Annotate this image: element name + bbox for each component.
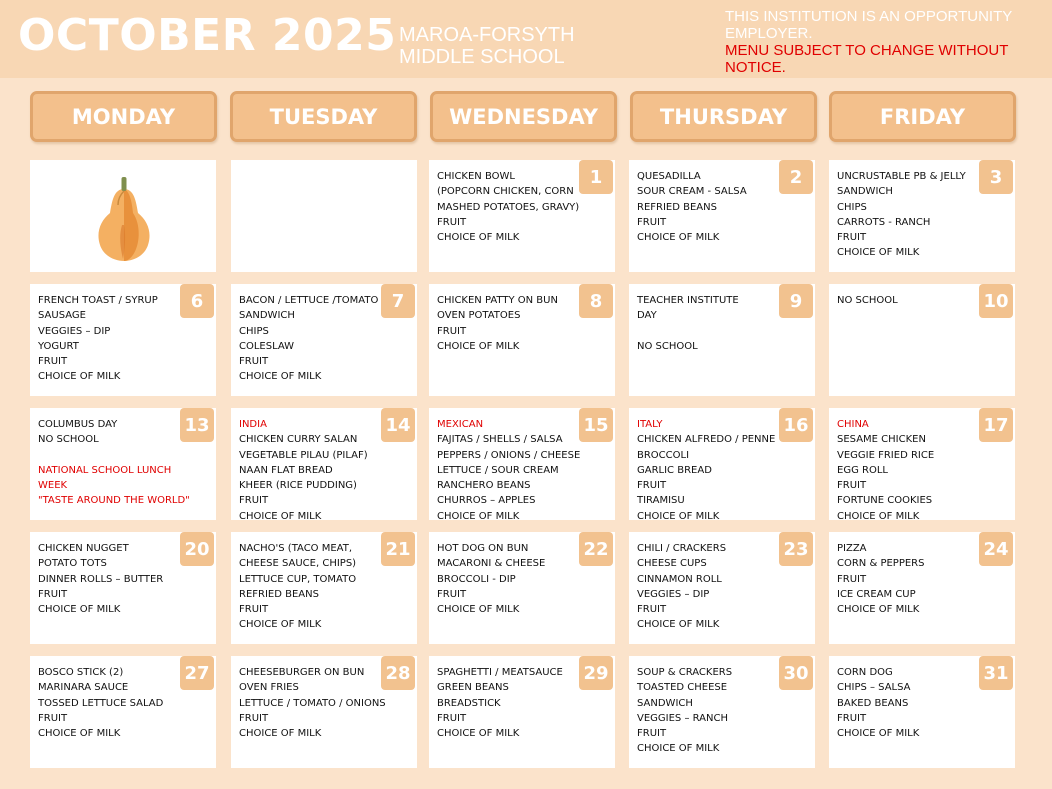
menu-item: EGG ROLL (837, 464, 888, 476)
date-number: 8 (579, 284, 613, 318)
menu-item: NO SCHOOL (637, 340, 698, 352)
menu-item: BROCCOLI - DIP (437, 573, 516, 585)
date-number: 13 (180, 408, 214, 442)
notice-employer: THIS INSTITUTION IS AN OPPORTUNITY EMPLOYER. (725, 8, 1012, 42)
calendar-day-cell (629, 160, 815, 272)
event-note: "TASTE AROUND THE WORLD" (38, 495, 190, 507)
date-number: 3 (979, 160, 1013, 194)
menu-item: FRUIT (38, 356, 68, 368)
menu-item: CHEESEBURGER ON BUN (239, 667, 365, 678)
calendar-day-cell (829, 284, 1015, 396)
menu-item: SANDWICH (837, 186, 893, 198)
menu-item: TOASTED CHEESE (637, 682, 728, 694)
menu-item: PEPPERS / ONIONS / CHEESE (437, 449, 581, 461)
theme-label: ITALY (637, 419, 663, 430)
menu-item: TEACHER INSTITUTE (637, 295, 739, 306)
menu-item: BOSCO STICK (2) (38, 667, 124, 678)
month-title: OCTOBER 2025 (18, 10, 397, 61)
calendar-day-cell (429, 532, 615, 644)
date-number: 30 (779, 656, 813, 690)
menu-item: TOSSED LETTUCE SALAD (38, 697, 164, 709)
school-name (399, 24, 575, 68)
menu-item: MASHED POTATOES, GRAVY) (437, 201, 580, 213)
menu-item: FAJITAS / SHELLS / SALSA (437, 434, 563, 446)
menu-item: MARINARA SAUCE (38, 682, 129, 694)
calendar-day-cell (829, 532, 1015, 644)
day-header-friday: FRIDAY (829, 91, 1016, 142)
menu-item: CHIPS (837, 201, 867, 213)
notice (725, 8, 1045, 76)
date-number: 1 (579, 160, 613, 194)
menu-item: CHOICE OF MILK (239, 371, 322, 383)
day-header-thursday: THURSDAY (630, 91, 817, 142)
day-header-tuesday: TUESDAY (230, 91, 417, 142)
menu-item: CHOICE OF MILK (837, 247, 920, 259)
menu-item: CHOICE OF MILK (239, 510, 322, 522)
menu-item: CHOICE OF MILK (239, 728, 322, 740)
menu-item: NO SCHOOL (38, 434, 99, 446)
menu-item: BROCCOLI (637, 449, 690, 461)
date-number: 2 (779, 160, 813, 194)
menu-item: CHICKEN BOWL (437, 171, 515, 182)
menu-item: VEGGIES – DIP (38, 325, 111, 337)
menu-item: FRUIT (837, 480, 867, 492)
menu-item: CHIPS – SALSA (837, 682, 911, 694)
menu-item: MACARONI & CHEESE (437, 558, 546, 570)
date-number: 10 (979, 284, 1013, 318)
menu-item: KHEER (RICE PUDDING) (239, 480, 357, 492)
menu-item: CHOICE OF MILK (437, 604, 520, 616)
menu-item: VEGGIES – RANCH (637, 712, 728, 724)
menu-item: FRUIT (837, 232, 867, 244)
date-number: 14 (381, 408, 415, 442)
menu-item: CORN DOG (837, 667, 893, 678)
date-number: 31 (979, 656, 1013, 690)
menu-item: FRUIT (38, 588, 68, 600)
menu-item: LETTUCE / TOMATO / ONIONS (239, 697, 386, 709)
menu-item: COLUMBUS DAY (38, 419, 118, 430)
menu-item: FRUIT (38, 712, 68, 724)
menu-item: CHURROS – APPLES (437, 495, 536, 507)
menu-item: BREADSTICK (437, 697, 501, 709)
menu-item: FRUIT (637, 604, 667, 616)
calendar-day-cell (231, 656, 417, 768)
date-number: 6 (180, 284, 214, 318)
menu-item: FRUIT (239, 356, 269, 368)
menu-item: CHICKEN PATTY ON BUN (437, 295, 558, 306)
menu-item: REFRIED BEANS (637, 201, 717, 213)
date-number: 27 (180, 656, 214, 690)
menu-item: GARLIC BREAD (637, 464, 712, 476)
menu-item: CHOICE OF MILK (837, 604, 920, 616)
calendar-day-cell (30, 532, 216, 644)
calendar-day-cell (30, 408, 216, 520)
menu-item: SESAME CHICKEN (837, 434, 926, 446)
menu-item: CHOICE OF MILK (437, 728, 520, 740)
school-name-line2: MIDDLE SCHOOL (399, 46, 565, 68)
date-number: 15 (579, 408, 613, 442)
notice-menu-change: MENU SUBJECT TO CHANGE WITHOUT NOTICE. (725, 42, 1009, 76)
menu-item: VEGGIES – DIP (637, 588, 710, 600)
menu-item: RANCHERO BEANS (437, 480, 531, 492)
menu-item: DAY (637, 310, 657, 322)
date-number: 28 (381, 656, 415, 690)
event-note: WEEK (38, 480, 68, 492)
menu-item: CHEESE SAUCE, CHIPS) (239, 558, 357, 570)
menu-item: ICE CREAM CUP (837, 588, 916, 600)
calendar-day-cell (429, 160, 615, 272)
calendar-day-cell (429, 284, 615, 396)
menu-item: VEGETABLE PILAU (PILAF) (239, 449, 368, 461)
menu-item: CHILI / CRACKERS (637, 543, 727, 554)
calendar-day-cell (231, 532, 417, 644)
date-number: 16 (779, 408, 813, 442)
menu-item: OVEN FRIES (239, 682, 299, 694)
date-number: 23 (779, 532, 813, 566)
menu-item: CHIPS (239, 325, 269, 337)
date-number: 7 (381, 284, 415, 318)
menu-item: FORTUNE COOKIES (837, 495, 933, 507)
menu-item (38, 448, 212, 463)
menu-item: FRUIT (239, 712, 269, 724)
date-number: 29 (579, 656, 613, 690)
menu-item: TIRAMISU (637, 495, 685, 507)
menu-item: BAKED BEANS (837, 697, 909, 709)
menu-item: CINNAMON ROLL (637, 573, 722, 585)
calendar-day-cell (829, 160, 1015, 272)
pumpkin-icon (92, 175, 156, 266)
menu-item: FRUIT (437, 588, 467, 600)
date-number: 24 (979, 532, 1013, 566)
menu-item: LETTUCE CUP, TOMATO (239, 573, 357, 585)
menu-item: COLESLAW (239, 340, 295, 352)
menu-item: YOGURT (38, 340, 79, 352)
calendar-day-cell (231, 160, 417, 272)
calendar-day-cell (629, 284, 815, 396)
menu-item: CHOICE OF MILK (637, 510, 720, 522)
calendar-day-cell (829, 656, 1015, 768)
menu-item: CHOICE OF MILK (437, 510, 520, 522)
theme-label: INDIA (239, 419, 267, 430)
calendar-day-cell (231, 408, 417, 520)
menu-item: FRUIT (637, 480, 667, 492)
day-header-monday: MONDAY (30, 91, 217, 142)
header-band (0, 0, 1052, 78)
menu-item: HOT DOG ON BUN (437, 543, 529, 554)
menu-item: CORN & PEPPERS (837, 558, 925, 570)
calendar-day-cell (30, 656, 216, 768)
menu-item: NO SCHOOL (837, 295, 898, 306)
menu-item: CHOICE OF MILK (637, 743, 720, 755)
date-number: 22 (579, 532, 613, 566)
calendar-day-cell (829, 408, 1015, 520)
menu-item: POTATO TOTS (38, 558, 107, 570)
menu-item: SAUSAGE (38, 310, 86, 322)
menu-item: FRUIT (637, 728, 667, 740)
menu-item: CHOICE OF MILK (437, 232, 520, 244)
menu-item: SANDWICH (239, 310, 295, 322)
menu-item: FRUIT (637, 216, 667, 228)
menu-item: GREEN BEANS (437, 682, 509, 694)
menu-item: CHOICE OF MILK (38, 371, 121, 383)
menu-item: FRUIT (437, 216, 467, 228)
calendar-day-cell (429, 408, 615, 520)
menu-item: SANDWICH (637, 697, 693, 709)
day-header-wednesday: WEDNESDAY (430, 91, 617, 142)
menu-item: QUESADILLA (637, 171, 701, 182)
menu-item: FRUIT (239, 495, 269, 507)
menu-item: VEGGIE FRIED RICE (837, 449, 935, 461)
calendar-day-cell (629, 408, 815, 520)
menu-item: SOUR CREAM - SALSA (637, 186, 747, 198)
calendar-day-cell (429, 656, 615, 768)
menu-item: NAAN FLAT BREAD (239, 464, 333, 476)
menu-item: CHICKEN CURRY SALAN (239, 434, 358, 446)
menu-item: CHOICE OF MILK (637, 232, 720, 244)
menu-item: SPAGHETTI / MEATSAUCE (437, 667, 563, 678)
menu-item: CHOICE OF MILK (837, 510, 920, 522)
menu-item: LETTUCE / SOUR CREAM (437, 464, 559, 476)
menu-item: CARROTS - RANCH (837, 216, 931, 228)
calendar-day-cell (629, 656, 815, 768)
menu-item: NACHO'S (TACO MEAT, (239, 543, 353, 554)
menu-item: SOUP & CRACKERS (637, 667, 733, 678)
menu-item: CHOICE OF MILK (837, 728, 920, 740)
menu-item: CHOICE OF MILK (38, 728, 121, 740)
date-number: 9 (779, 284, 813, 318)
menu-item: PIZZA (837, 543, 867, 554)
menu-item (637, 324, 811, 339)
menu-item: FRUIT (837, 712, 867, 724)
school-name-line1: MAROA-FORSYTH (399, 24, 575, 46)
menu-item: UNCRUSTABLE PB & JELLY (837, 171, 966, 182)
theme-label: CHINA (837, 419, 869, 430)
menu-item: FRENCH TOAST / SYRUP (38, 295, 158, 306)
menu-item: FRUIT (437, 325, 467, 337)
menu-item: DINNER ROLLS – BUTTER (38, 573, 164, 585)
menu-item: CHOICE OF MILK (239, 619, 322, 631)
theme-label: MEXICAN (437, 419, 484, 430)
menu-item: FRUIT (239, 604, 269, 616)
menu-item: BACON / LETTUCE /TOMATO (239, 295, 379, 306)
menu-item: FRUIT (837, 573, 867, 585)
calendar-day-cell (231, 284, 417, 396)
menu-item: CHICKEN ALFREDO / PENNE (637, 434, 776, 446)
date-number: 20 (180, 532, 214, 566)
menu-item: FRUIT (437, 712, 467, 724)
event-note: NATIONAL SCHOOL LUNCH (38, 464, 172, 476)
calendar-day-cell (30, 160, 216, 272)
menu-item: CHOICE OF MILK (637, 619, 720, 631)
calendar-day-cell (30, 284, 216, 396)
menu-item: OVEN POTATOES (437, 310, 521, 322)
menu-item: CHOICE OF MILK (437, 340, 520, 352)
menu-item: CHEESE CUPS (637, 558, 707, 570)
date-number: 21 (381, 532, 415, 566)
menu-item: CHICKEN NUGGET (38, 543, 129, 554)
date-number: 17 (979, 408, 1013, 442)
menu-item: REFRIED BEANS (239, 588, 319, 600)
menu-item: CHOICE OF MILK (38, 604, 121, 616)
calendar-day-cell (629, 532, 815, 644)
menu-item: (POPCORN CHICKEN, CORN (437, 186, 574, 198)
